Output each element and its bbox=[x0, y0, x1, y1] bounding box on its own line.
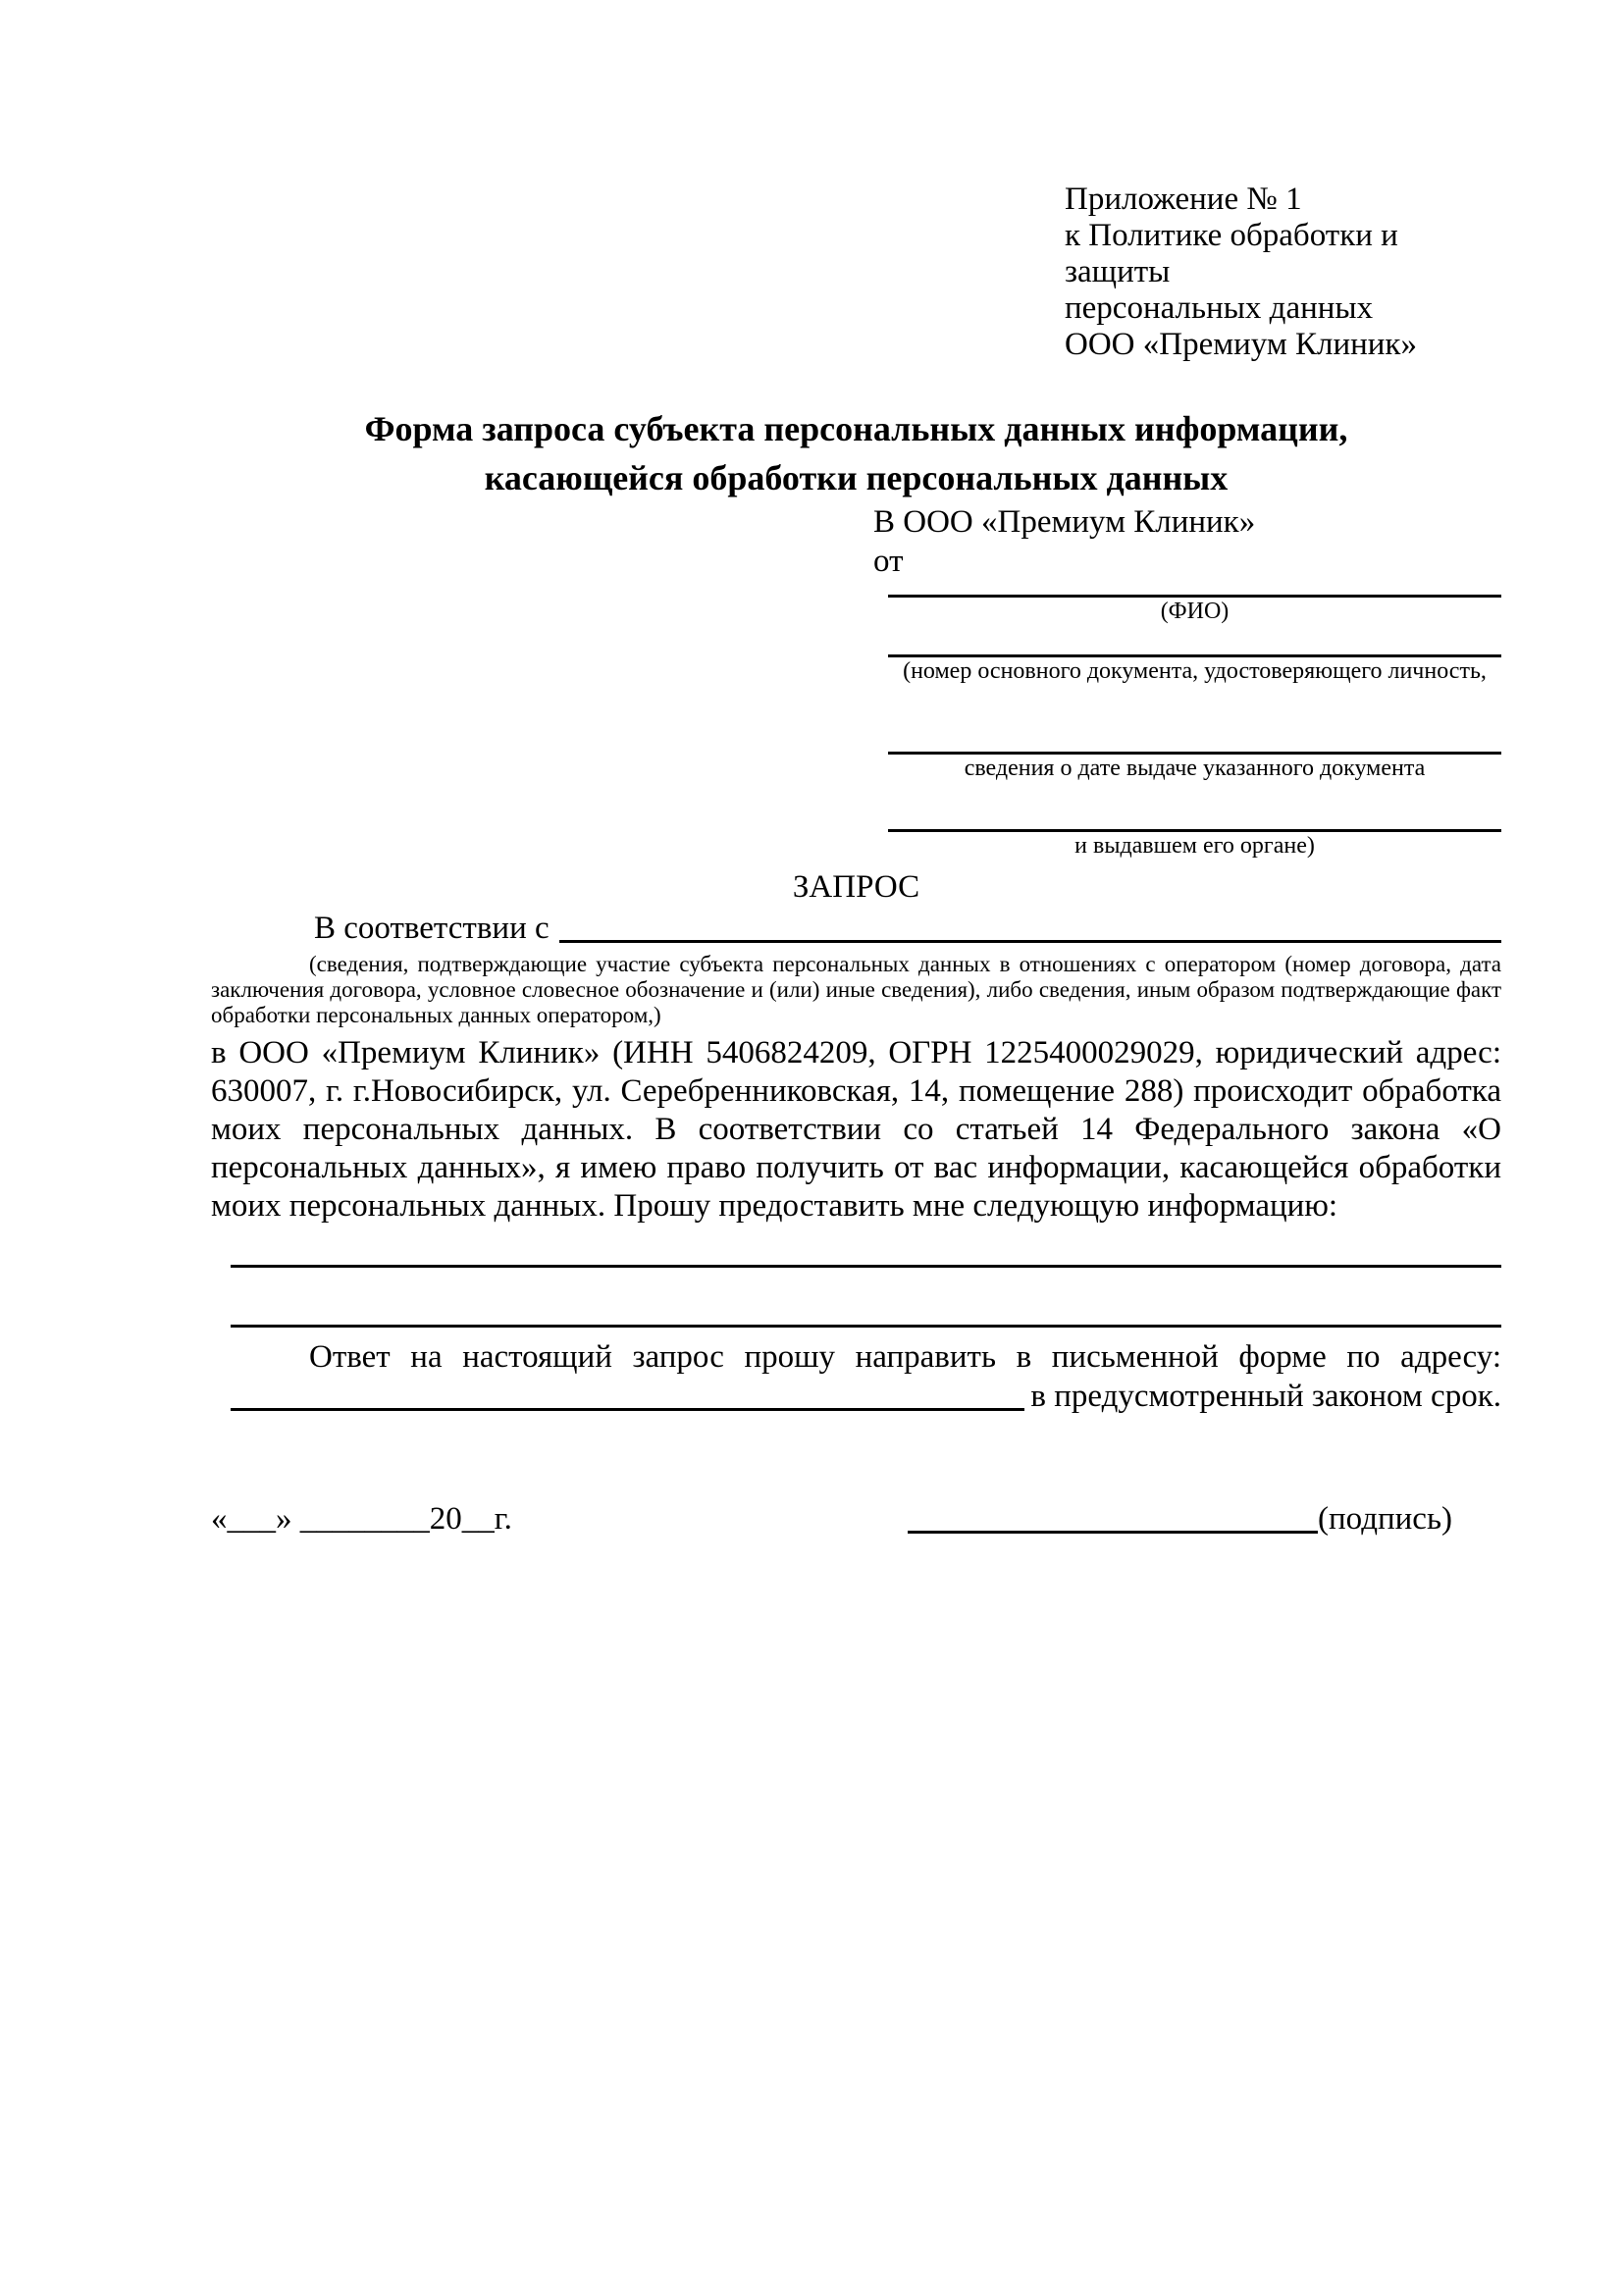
identity-document-field bbox=[888, 654, 1501, 860]
basis-footnote: (сведения, подтверждающие участие субъекта персональных данных в отношениях с оператором (номер договора, дата заключения договора, условное словесное обозначение и (или) иные сведения), либо сведения, иным образом подтверждающие факт обработки персональных данных оператором,) bbox=[211, 952, 1501, 1027]
date-signature-row bbox=[211, 1499, 1501, 1539]
basis-row bbox=[211, 909, 1501, 948]
reply-address-row bbox=[211, 1377, 1501, 1416]
identity-document-caption-3: и выдавшем его органе) bbox=[1074, 833, 1315, 859]
appendix-line-2: к Политике обработки и защиты bbox=[1065, 218, 1398, 289]
document-title-line-1: Форма запроса субъекта персональных данных информации, bbox=[364, 409, 1348, 448]
basis-blank-line bbox=[559, 940, 1501, 943]
request-heading: ЗАПРОС bbox=[792, 869, 920, 905]
document-title-line-2: касающейся обработки персональных данных bbox=[484, 458, 1229, 497]
request-body-paragraph: в ООО «Премиум Клиник» (ИНН 5406824209, ОГРН 1225400029029, юридический адрес: 630007, г. г.Новосибирск, ул. Серебренниковская, 14, помещение 288) происходит обработка моих персональных данных. В соответствии со статьей 14 Федерального закона «О персональных данных», я имею право получить от вас информации, касающейся обработки моих персональных данных. Прошу предоставить мне следующую информацию: bbox=[211, 1035, 1501, 1224]
signature-caption: (подпись) bbox=[1318, 1501, 1452, 1537]
reply-address-blank-line bbox=[231, 1408, 1024, 1411]
reply-sentence: Ответ на настоящий запрос прошу направить в письменной форме по адресу: bbox=[309, 1339, 1501, 1375]
reply-suffix: в предусмотренный законом срок. bbox=[1030, 1379, 1501, 1414]
basis-prefix: В соответствии с bbox=[314, 911, 550, 946]
addressee-block bbox=[873, 502, 1501, 860]
fio-caption: (ФИО) bbox=[1160, 599, 1230, 624]
signature-blank-line bbox=[908, 1531, 1318, 1534]
information-blank-line-2 bbox=[231, 1325, 1501, 1328]
fio-field bbox=[888, 595, 1501, 625]
appendix-line-4: ООО «Премиум Клиник» bbox=[1065, 327, 1417, 362]
signature-group bbox=[908, 1499, 1452, 1539]
appendix-line-3: персональных данных bbox=[1065, 290, 1374, 326]
appendix-note bbox=[1065, 182, 1501, 363]
document-title bbox=[211, 404, 1501, 502]
identity-document-caption-2: сведения о дате выдаче указанного документа bbox=[964, 756, 1426, 781]
date-blank: «___» ________20__г. bbox=[211, 1501, 512, 1537]
identity-document-caption-1: (номер основного документа, удостоверяющего личность, bbox=[903, 658, 1487, 684]
addressee-from-label: от bbox=[873, 544, 904, 579]
information-blank-line-1 bbox=[231, 1265, 1501, 1268]
appendix-line-1: Приложение № 1 bbox=[1065, 182, 1302, 217]
addressee-to: В ООО «Премиум Клиник» bbox=[873, 504, 1256, 540]
